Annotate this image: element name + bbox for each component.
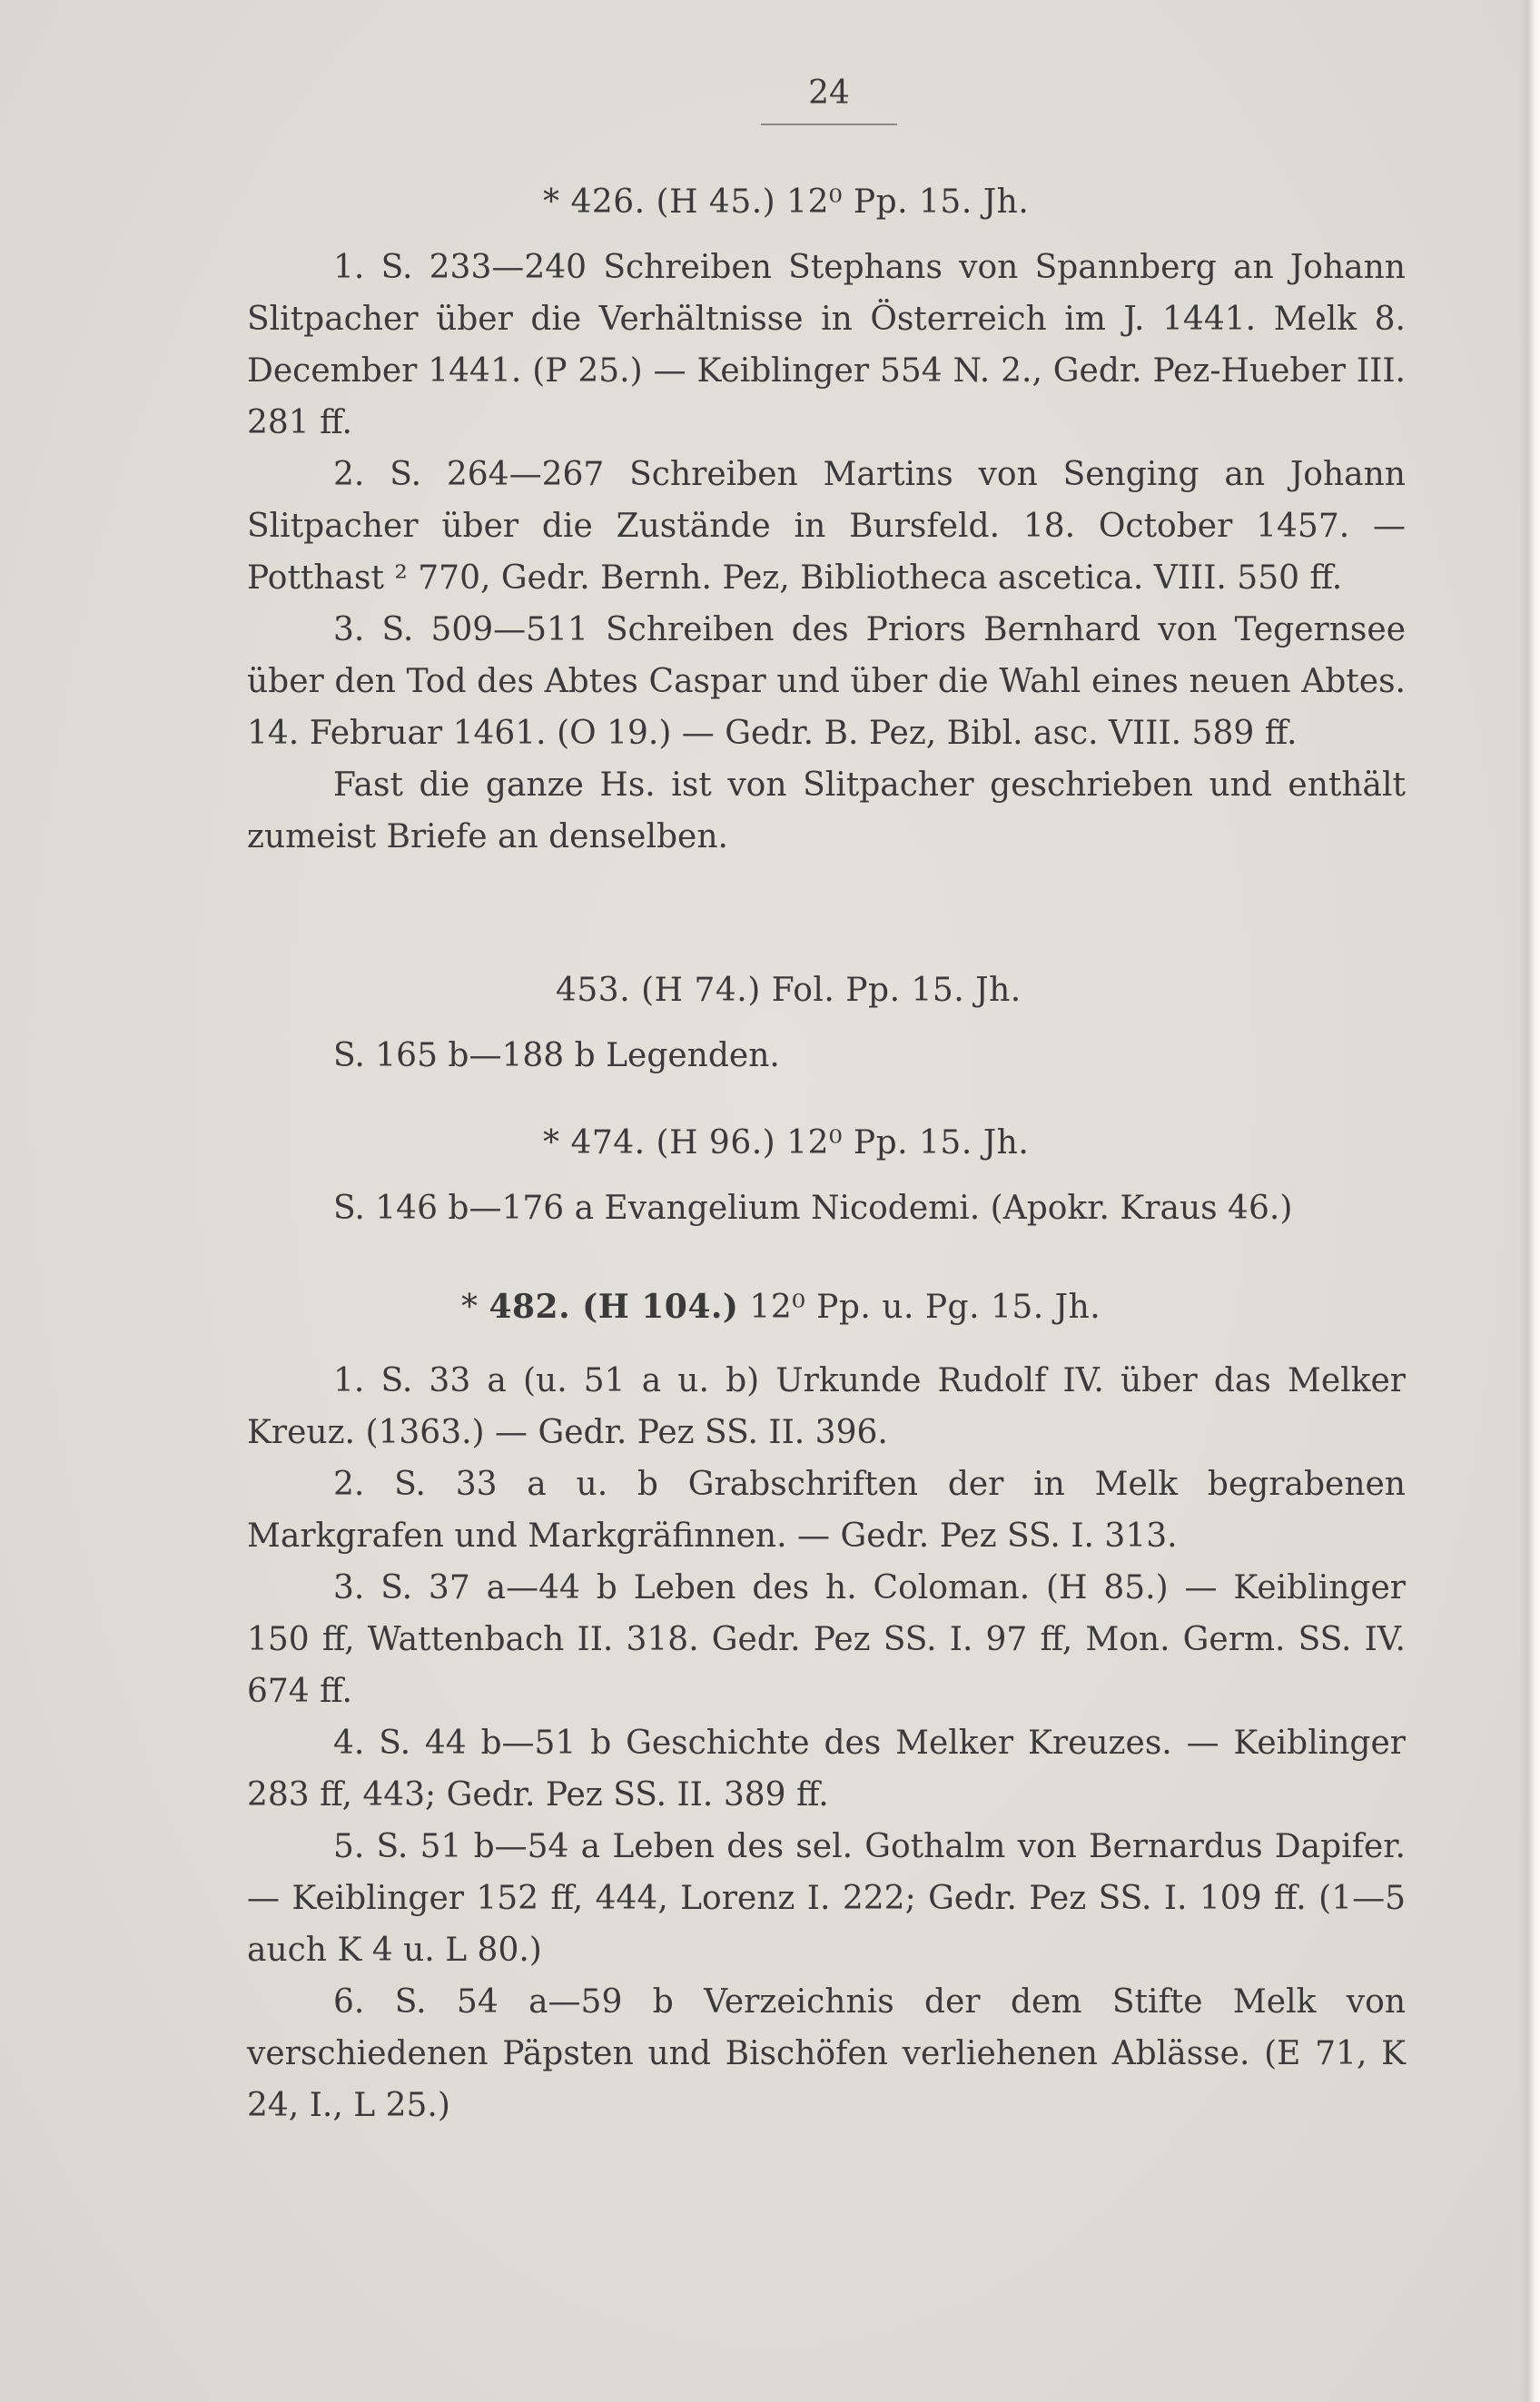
entry-heading-482 bbox=[461, 1288, 1101, 1326]
page-edge bbox=[1520, 0, 1540, 2402]
entry-item: 5. S. 51 b—54 a Leben des sel. Gothalm von Bernardus Dapifer. — Keiblinger 152 ff, 444, Lorenz I. 222; Gedr. Pez SS. I. 109 ff. (1—5 auch K 4 u. L 80.) bbox=[247, 1828, 1406, 1969]
entry-heading-474: * 474. (H 96.) 12⁰ Pp. 15. Jh. bbox=[543, 1124, 1030, 1161]
entry-body-482 bbox=[247, 1355, 1406, 2131]
entry-item: 3. S. 37 a—44 b Leben des h. Coloman. (H 85.) — Keiblinger 150 ff, Wattenbach II. 318. Gedr. Pez SS. I. 97 ff, Mon. Germ. SS. IV. 674 ff. bbox=[247, 1569, 1406, 1710]
page-number: 24 bbox=[808, 74, 850, 112]
entry-body-474 bbox=[247, 1182, 1406, 1234]
header-rule bbox=[761, 124, 897, 125]
heading-bold: 482. (H 104.) bbox=[489, 1288, 739, 1326]
entry-item: 2. S. 33 a u. b Grabschriften der in Melk begrabenen Markgrafen und Markgräfinnen. — Gedr. Pez SS. I. 313. bbox=[247, 1466, 1406, 1555]
entry-item: 6. S. 54 a—59 b Verzeichnis der dem Stifte Melk von verschiedenen Päpsten und Bischöfen verliehenen Ablässe. (E 71, K 24, I., L 25.) bbox=[247, 1983, 1406, 2124]
entry-note: Fast die ganze Hs. ist von Slitpacher geschrieben und enthält zumeist Briefe an denselben. bbox=[247, 766, 1406, 855]
entry-item: 1. S. 33 a (u. 51 a u. b) Urkunde Rudolf IV. über das Melker Kreuz. (1363.) — Gedr. Pez SS. II. 396. bbox=[247, 1362, 1406, 1451]
entry-item: S. 146 b—176 a Evangelium Nicodemi. (Apokr. Kraus 46.) bbox=[333, 1190, 1293, 1227]
entry-body-453 bbox=[247, 1030, 1406, 1082]
entry-item: 2. S. 264—267 Schreiben Martins von Senging an Johann Slitpacher über die Zustände in Bursfeld. 18. October 1457. — Potthast ² 770, Gedr. Bernh. Pez, Bibliotheca ascetica. VIII. 550 ff. bbox=[247, 456, 1406, 597]
entry-item: 1. S. 233—240 Schreiben Stephans von Spannberg an Johann Slitpacher über die Verhältnisse in Österreich im J. 1441. Melk 8. December 1441. (P 25.) — Keiblinger 554 N. 2., Gedr. Pez-Hueber III. 281 ff. bbox=[247, 249, 1406, 441]
entry-heading-453: 453. (H 74.) Fol. Pp. 15. Jh. bbox=[556, 972, 1022, 1009]
heading-star: * bbox=[461, 1289, 479, 1326]
entry-body-426 bbox=[247, 242, 1406, 863]
heading-rest: 12⁰ Pp. u. Pg. 15. Jh. bbox=[749, 1289, 1101, 1326]
entry-heading-426: * 426. (H 45.) 12⁰ Pp. 15. Jh. bbox=[543, 183, 1030, 221]
entry-item: 4. S. 44 b—51 b Geschichte des Melker Kreuzes. — Keiblinger 283 ff, 443; Gedr. Pez SS. II. 389 ff. bbox=[247, 1725, 1406, 1814]
entry-item: S. 165 b—188 b Legenden. bbox=[333, 1037, 780, 1074]
entry-item: 3. S. 509—511 Schreiben des Priors Bernhard von Tegernsee über den Tod des Abtes Caspar und über die Wahl eines neuen Abtes. 14. Februar 1461. (O 19.) — Gedr. B. Pez, Bibl. asc. VIII. 589 ff. bbox=[247, 611, 1406, 752]
